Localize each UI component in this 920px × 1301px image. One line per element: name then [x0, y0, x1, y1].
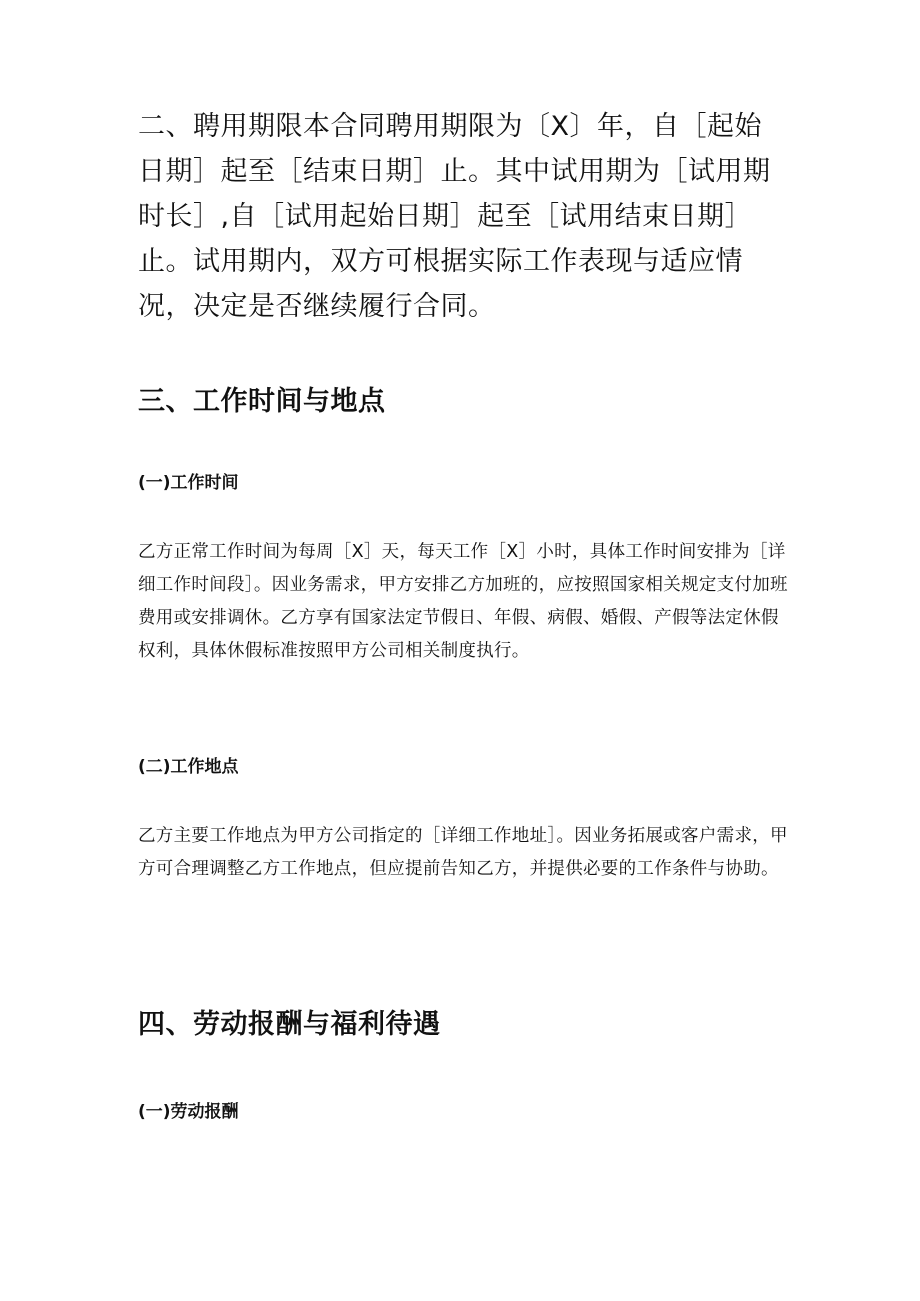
work-location-paragraph: 乙方主要工作地点为甲方公司指定的［详细工作地址］。因业务拓展或客户需求，甲方可合理调整乙方工作地点，但应提前告知乙方，并提供必要的工作条件与协助。 [138, 826, 788, 879]
work-time-paragraph: 乙方正常工作时间为每周［X］天，每天工作［X］小时，具体工作时间安排为［详细工作时间段］。因业务需求，甲方安排乙方加班的，应按照国家相关规定支付加班费用或安排调休。乙方享有国家法定节假日、年假、病假、婚假、产假等法定休假权利，具体休假标准按照甲方公司相关制度执行。 [138, 542, 788, 661]
section-2-paragraph: 二、聘用期限本合同聘用期限为〔X〕年，自［起始日期］起至［结束日期］止。其中试用期为［试用期时长］,自［试用起始日期］起至［试用结束日期］止。试用期内，双方可根据实际工作表现与适应情况，决定是否继续履行合同。 [138, 111, 771, 322]
work-time-subheading: (一)工作时间 [138, 473, 239, 493]
section-4-heading: 四、劳动报酬与福利待遇 [138, 1009, 441, 1040]
work-location-subheading: (二)工作地点 [138, 757, 239, 777]
remuneration-subheading: (一)劳动报酬 [138, 1102, 239, 1122]
section-3-heading: 三、工作时间与地点 [138, 386, 386, 417]
